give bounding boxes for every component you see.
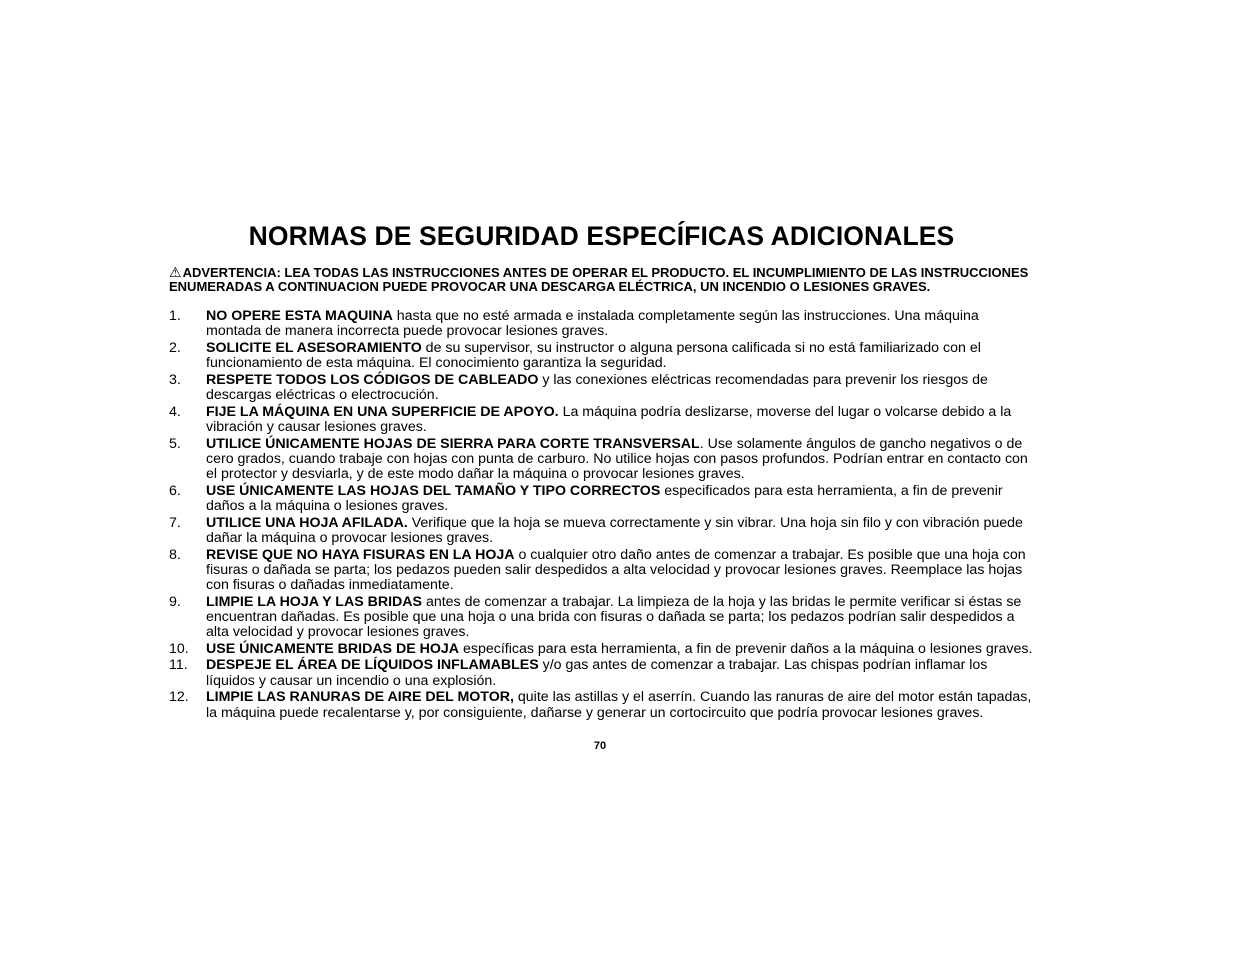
rule-text: de su supervisor, su instructor o alguna persona calificada si no está familiarizado con el funcionamiento de esta máquina. El conocimiento garantiza la seguridad. — [206, 339, 981, 372]
rule-text: y las conexiones eléctricas recomendadas para prevenir los riesgos de descargas eléctricas o electrocución. — [206, 371, 988, 404]
rule-heading: REVISE QUE NO HAYA FISURAS EN LA HOJA — [206, 546, 515, 563]
list-item — [169, 373, 1037, 403]
safety-rules-list — [169, 309, 1037, 722]
rule-number: 5. — [169, 435, 181, 452]
rule-heading: USE ÚNICAMENTE LAS HOJAS DEL TAMAÑO Y TIPO CORRECTOS — [206, 482, 661, 499]
rule-text: antes de comenzar a trabajar. La limpieza de la hoja y las bridas le permite verificar si éstas se encuentran dañadas. Es posible que una hoja o una brida con fisuras o dañada se parta; los pedazos podrían salir despedidos a alta velocidad y provocar lesiones graves. — [206, 593, 1022, 641]
rule-heading: FIJE LA MÁQUINA EN UNA SUPERFICIE DE APOYO. — [206, 403, 559, 420]
rule-number: 10. — [169, 640, 189, 657]
rule-number: 8. — [169, 546, 181, 563]
warning-notice — [169, 265, 1049, 295]
rule-heading: UTILICE UNA HOJA AFILADA. — [206, 514, 408, 531]
list-item — [169, 516, 1037, 546]
rule-text: hasta que no esté armada e instalada completamente según las instrucciones. Una máquina montada de manera incorrecta puede provocar lesiones graves. — [206, 308, 979, 340]
rule-text: o cualquier otro daño antes de comenzar a trabajar. Es posible que una hoja con fisuras o dañada se parta; los pedazos pueden salir despedidos a alta velocidad y provocar lesiones graves. Reemplace las hojas con fisuras o dañadas inmediatamente. — [206, 546, 1026, 593]
rule-text: . Use solamente ángulos de gancho negativos o de cero grados, cuando trabaje con hojas con punta de carburo. No utilice hojas con pasos profundos. Podrían entrar en contacto con el protector y desviarla, y de este modo dañar la máquina o provocar lesiones graves. — [206, 435, 1028, 483]
rule-heading: NO OPERE ESTA MAQUINA — [206, 308, 393, 324]
warning-triangle-icon: ⚠ — [169, 264, 182, 280]
rule-text: y/o gas antes de comenzar a trabajar. Las chispas podrían inflamar los líquidos y causar un incendio o una explosión. — [206, 657, 988, 689]
list-item — [169, 309, 1037, 339]
list-item — [169, 658, 1037, 688]
rule-number: 11. — [169, 657, 188, 674]
rule-number: 9. — [169, 593, 181, 610]
rule-heading: SOLICITE EL ASESORAMIENTO — [206, 339, 422, 356]
rule-number: 1. — [169, 308, 181, 324]
rule-text: especificados para esta herramienta, a fin de prevenir daños a la máquina o lesiones graves. — [206, 482, 1003, 514]
rule-heading: USE ÚNICAMENTE BRIDAS DE HOJA — [206, 640, 460, 657]
list-item — [169, 642, 1037, 657]
list-item — [169, 690, 1037, 720]
rule-text: específicas para esta herramienta, a fin de prevenir daños a la máquina o lesiones graves. — [459, 640, 1033, 657]
list-item — [169, 405, 1037, 435]
rule-text: quite las astillas y el aserrín. Cuando las ranuras de aire del motor están tapadas, la máquina puede recalentarse y, por consiguiente, dañarse y generar un cortocircuito que podría provocar lesiones graves. — [206, 689, 1032, 721]
rule-text: La máquina podría deslizarse, moverse del lugar o volcarse debido a la vibración y causar lesiones graves. — [206, 403, 1012, 435]
rule-number: 2. — [169, 339, 181, 356]
list-item — [169, 437, 1037, 483]
rule-number: 12. — [169, 689, 189, 706]
warning-text: ADVERTENCIA: LEA TODAS LAS INSTRUCCIONES ANTES DE OPERAR EL PRODUCTO. EL INCUMPLIMIENTO DE LAS INSTRUCCIONES ENUMERADAS A CONTINUACION PUEDE PROVOCAR UNA DESCARGA ELÉCTRICA, UN INCENDIO O LESIONES GRAVES. — [169, 265, 1029, 295]
rule-number: 6. — [169, 482, 181, 499]
rule-number: 4. — [169, 403, 181, 420]
rule-heading: RESPETE TODOS LOS CÓDIGOS DE CABLEADO — [206, 371, 539, 388]
rule-heading: DESPEJE EL ÁREA DE LÍQUIDOS INFLAMABLES — [206, 657, 539, 674]
rule-number: 7. — [169, 514, 181, 531]
list-item — [169, 595, 1037, 641]
rule-heading: LIMPIE LAS RANURAS DE AIRE DEL MOTOR, — [206, 689, 514, 706]
rule-heading: LIMPIE LA HOJA Y LAS BRIDAS — [206, 593, 422, 610]
page-title: NORMAS DE SEGURIDAD ESPECÍFICAS ADICIONALES — [248, 221, 955, 251]
list-item — [169, 548, 1037, 594]
rule-text: Verifique que la hoja se mueva correctamente y sin vibrar. Una hoja sin filo y con vibración puede dañar la máquina o provocar lesiones graves. — [206, 514, 1023, 546]
list-item — [169, 341, 1037, 371]
rule-number: 3. — [169, 371, 181, 388]
page-number: 70 — [593, 740, 607, 752]
rule-heading: UTILICE ÚNICAMENTE HOJAS DE SIERRA PARA CORTE TRANSVERSAL — [206, 435, 700, 452]
list-item — [169, 484, 1037, 514]
